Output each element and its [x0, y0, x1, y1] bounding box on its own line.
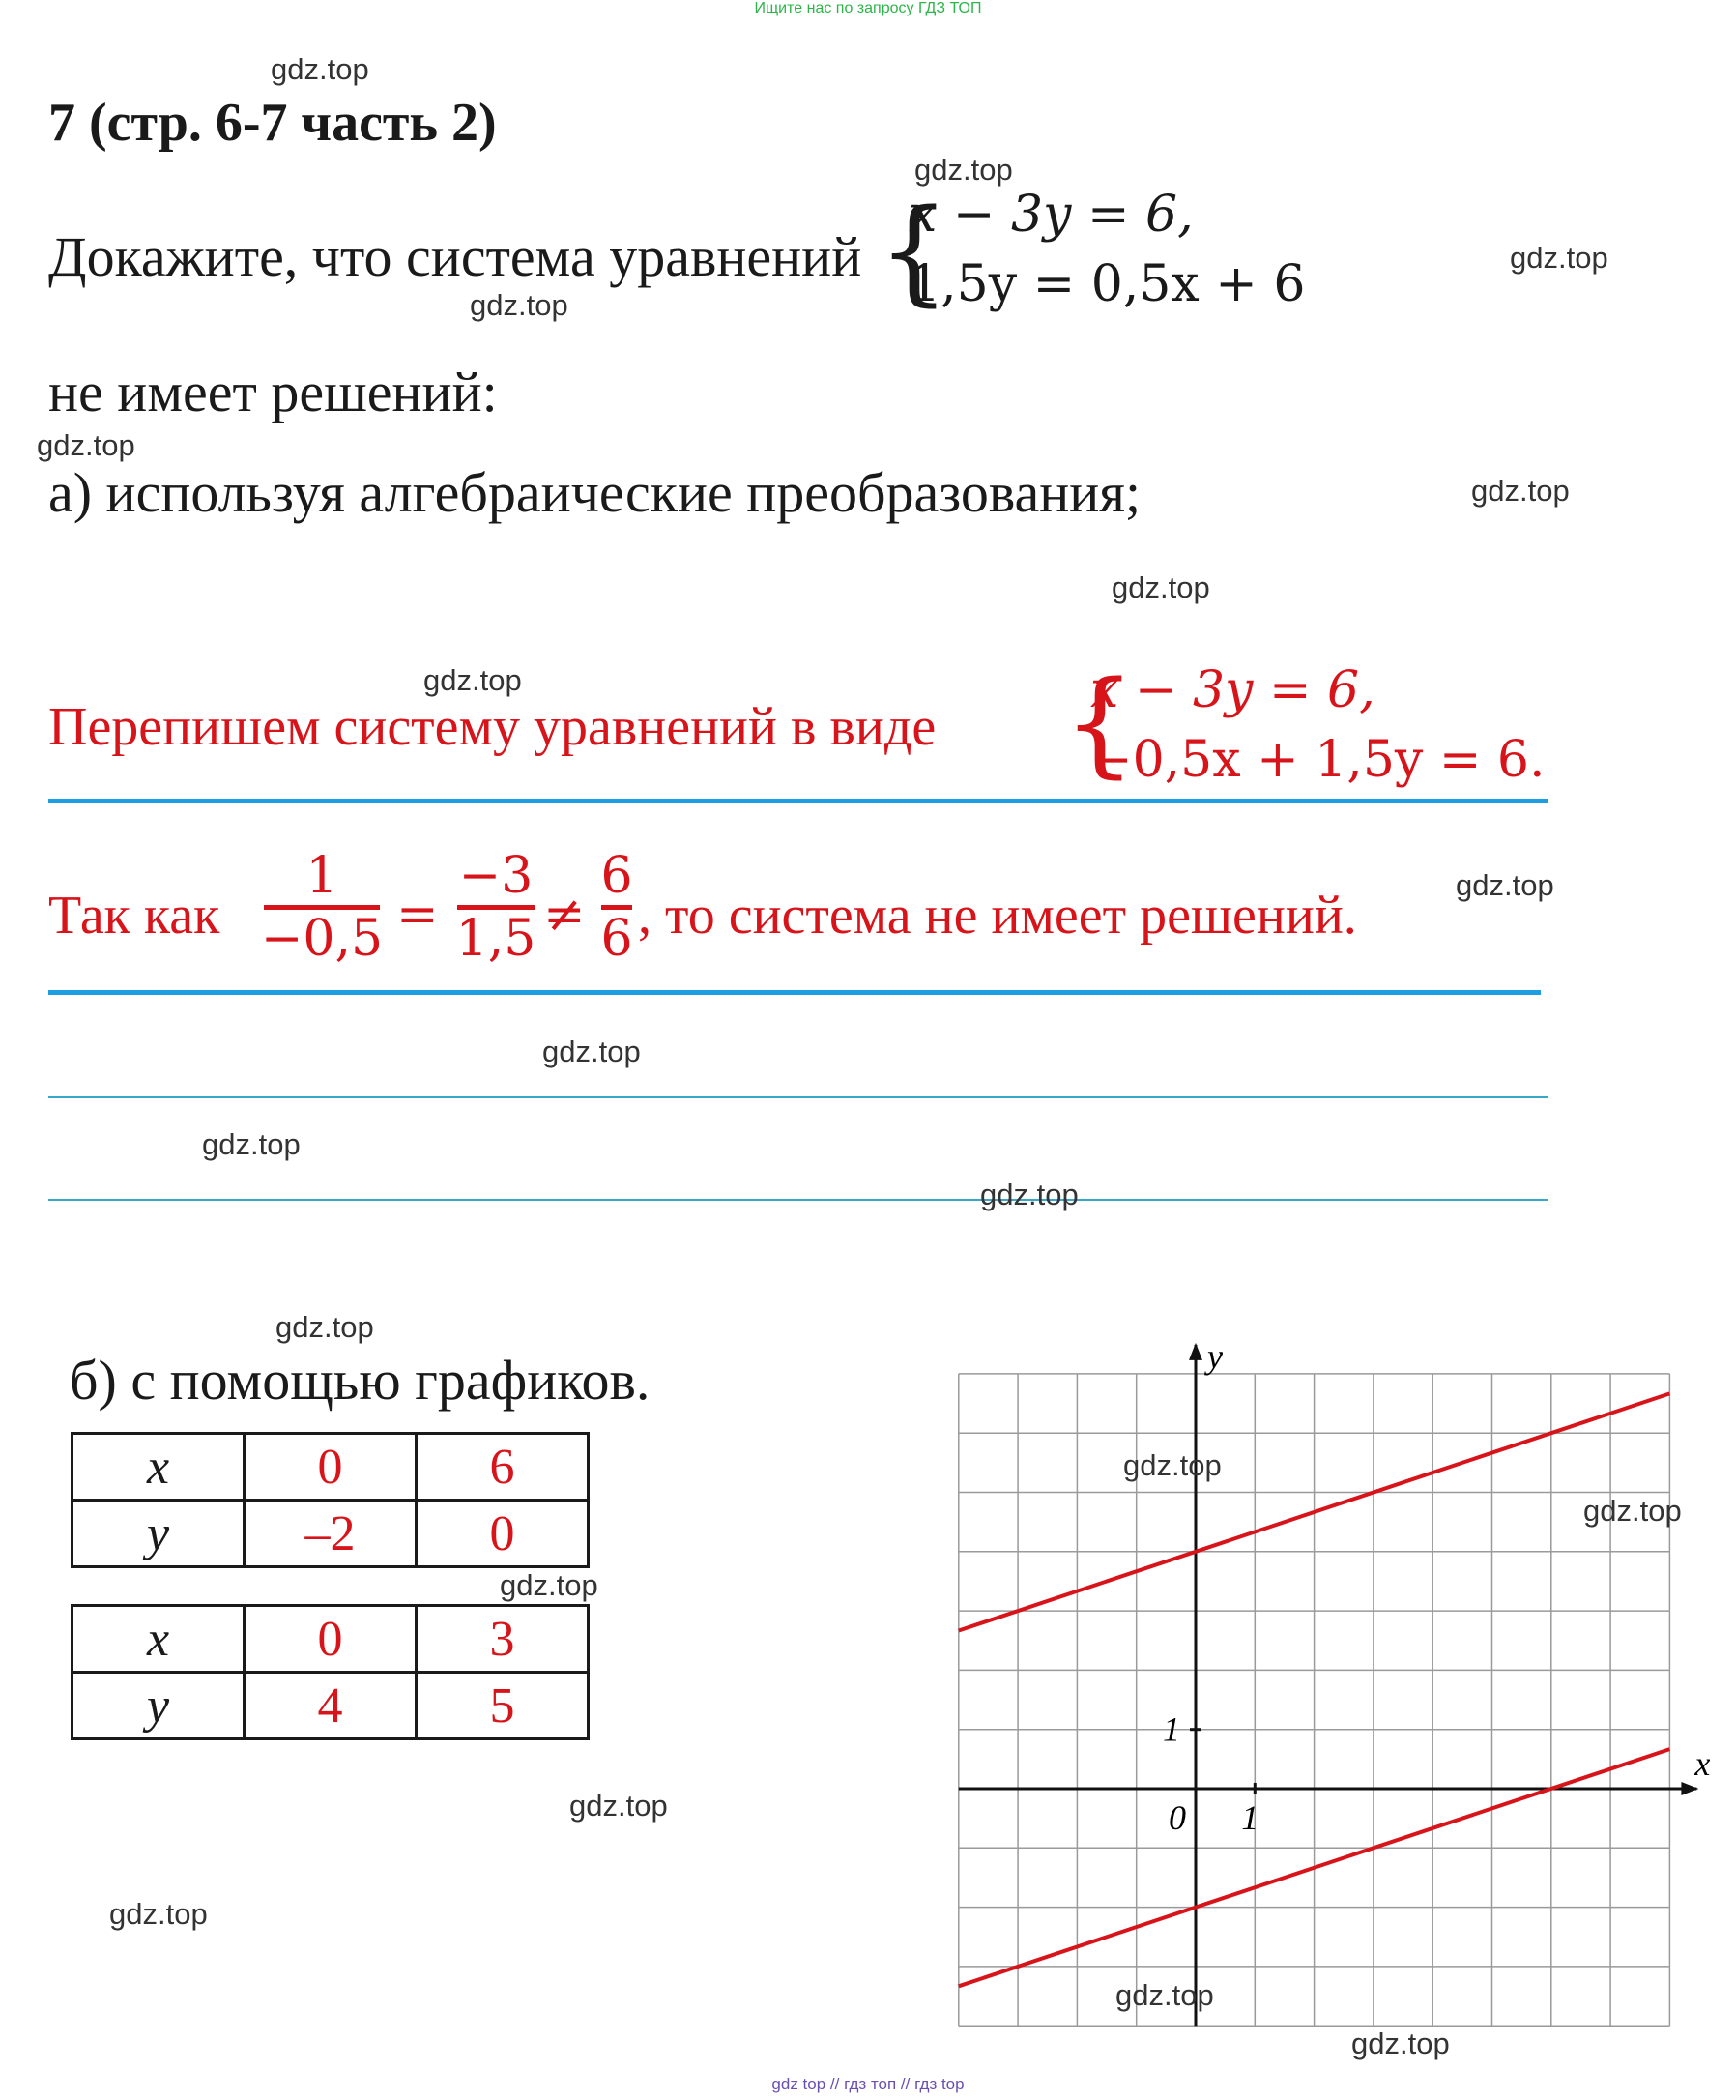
value-table-1 [71, 1432, 590, 1568]
watermark: gdz.top [423, 663, 522, 697]
answer-line-3 [48, 1096, 1548, 1098]
watermark: gdz.top [1510, 241, 1608, 275]
exercise-title: 7 (стр. 6-7 часть 2) [48, 93, 497, 153]
watermark: gdz.top [109, 1897, 208, 1931]
watermark: gdz.top [1123, 1448, 1222, 1482]
table-cell: 6 [417, 1434, 589, 1501]
solution-rewrite-text: Перепишем систему уравнений в виде [48, 697, 937, 757]
table-cell: 3 [417, 1606, 589, 1673]
solution-system-brace: { [1063, 656, 1137, 789]
origin-label: 0 [1169, 1798, 1186, 1837]
watermark: gdz.top [1471, 474, 1570, 508]
answer-line-1 [48, 799, 1548, 803]
part-b-label: б) с помощью графиков. [70, 1349, 651, 1412]
table-cell: 0 [245, 1606, 417, 1673]
watermark: gdz.top [500, 1568, 598, 1602]
watermark: gdz.top [1115, 1978, 1214, 2012]
solution-equation-1: x − 3y = 6, [1090, 661, 1375, 719]
value-table-2 [71, 1604, 590, 1740]
fraction-2-denominator: 1,5 [455, 910, 536, 968]
x-axis-arrow [1681, 1782, 1698, 1795]
problem-line-2: не имеет решений: [48, 361, 498, 423]
y-axis-label: y [1207, 1336, 1223, 1376]
table-cell: x [72, 1606, 245, 1673]
table-cell: y [72, 1673, 245, 1739]
table-row [72, 1434, 589, 1501]
table-row [72, 1606, 589, 1673]
table-row [72, 1501, 589, 1567]
watermark: gdz.top [914, 153, 1013, 187]
top-banner[interactable]: Ищите нас по запросу ГДЗ ТОП [754, 0, 982, 16]
watermark: gdz.top [271, 52, 369, 86]
watermark: gdz.top [37, 428, 135, 462]
fraction-1-denominator: −0,5 [260, 910, 384, 968]
equals-sign: = [396, 886, 439, 944]
fraction-3-numerator: 6 [600, 847, 633, 905]
fraction-2-numerator: −3 [458, 847, 534, 905]
part-a-label: а) используя алгебраические преобразования; [48, 461, 1142, 524]
table-cell: 5 [417, 1673, 589, 1739]
problem-system-brace: { [878, 184, 951, 317]
watermark: gdz.top [542, 1035, 641, 1068]
problem-equation-2: 1,5y = 0,5x + 6 [909, 255, 1306, 313]
y-unit-label: 1 [1163, 1709, 1180, 1749]
watermark: gdz.top [1351, 2027, 1450, 2060]
table-cell: 0 [417, 1501, 589, 1567]
table-cell: x [72, 1434, 245, 1501]
table-cell: 4 [245, 1673, 417, 1739]
table-cell: 0 [245, 1434, 417, 1501]
coordinate-graph [947, 1334, 1711, 2050]
y-axis-arrow [1189, 1343, 1202, 1360]
graph-grid [959, 1374, 1670, 2026]
fraction-1-numerator: 1 [305, 847, 338, 905]
fraction-2 [452, 847, 539, 968]
watermark: gdz.top [470, 288, 568, 322]
watermark: gdz.top [1583, 1494, 1682, 1528]
table-row [72, 1673, 589, 1739]
problem-line-1: Докажите, что система уравнений [48, 225, 862, 288]
table-cell: –2 [245, 1501, 417, 1567]
not-equal-sign: ≠ [543, 886, 586, 944]
footer-links[interactable]: gdz top // гдз топ // гдз top [771, 2075, 965, 2093]
watermark: gdz.top [1456, 868, 1554, 902]
fraction-3 [597, 847, 636, 968]
watermark: gdz.top [275, 1310, 374, 1344]
x-axis-label: x [1694, 1744, 1711, 1783]
watermark: gdz.top [569, 1789, 668, 1823]
solution-conclusion: , то система не имеет решений. [638, 886, 1357, 946]
solution-equation-2: −0,5x + 1,5y = 6. [1090, 731, 1546, 789]
x-unit-label: 1 [1241, 1798, 1259, 1837]
answer-line-2 [48, 990, 1541, 995]
fraction-1 [259, 847, 385, 968]
problem-equation-1: x − 3y = 6, [909, 186, 1194, 244]
fraction-3-denominator: 6 [600, 910, 633, 968]
solution-since-text: Так как [48, 886, 220, 946]
answer-line-4 [48, 1199, 1548, 1201]
table-cell: y [72, 1501, 245, 1567]
graph-axes [959, 1343, 1699, 2026]
watermark: gdz.top [202, 1127, 301, 1161]
watermark: gdz.top [1112, 570, 1210, 604]
watermark: gdz.top [980, 1178, 1079, 1211]
